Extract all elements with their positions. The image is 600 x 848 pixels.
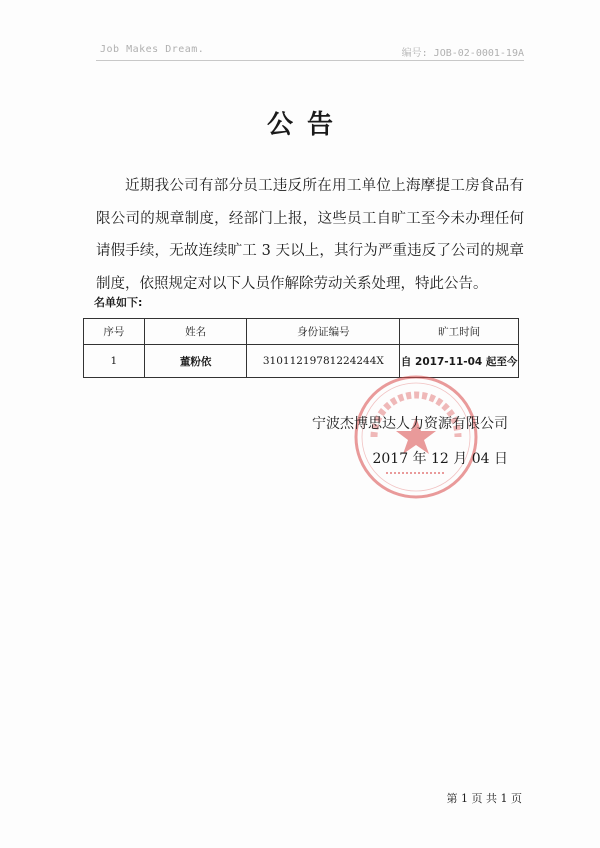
header-slogan: Job Makes Dream. bbox=[100, 44, 205, 55]
cell-id-number: 31011219781224244X bbox=[247, 345, 400, 378]
announcement-paragraph: 近期我公司有部分员工违反所在用工单位上海摩提工房食品有限公司的规章制度，经部门上报，这些员工自旷工至今未办理任何请假手续，无故连续旷工 3 天以上，其行为严重违反了公司的规章制度，依照规定对以下人员作解除劳动关系处理，特此公告。 bbox=[96, 178, 524, 292]
cell-index: 1 bbox=[84, 345, 145, 378]
table-header-row bbox=[84, 319, 519, 345]
header-doc-number: 编号: JOB-02-0001-19A bbox=[401, 48, 524, 59]
company-seal-icon bbox=[352, 373, 480, 501]
page-title: 公告 bbox=[266, 110, 347, 140]
signature-company: 宁波杰博思达人力资源有限公司 bbox=[312, 416, 508, 432]
column-header-id-number: 身份证编号 bbox=[247, 319, 400, 345]
column-header-index: 序号 bbox=[84, 319, 145, 345]
cell-name: 董粉依 bbox=[144, 345, 247, 378]
roster-table bbox=[83, 318, 519, 378]
header-divider bbox=[96, 60, 524, 61]
cell-absence: 自 2017-11-04 起至今 bbox=[400, 345, 519, 378]
column-header-absence: 旷工时间 bbox=[400, 319, 519, 345]
column-header-name: 姓名 bbox=[144, 319, 247, 345]
page-number: 第 1 页 共 1 页 bbox=[446, 792, 522, 805]
roster-title: 名单如下: bbox=[94, 296, 143, 309]
signature-date: 2017 年 12 月 04 日 bbox=[372, 451, 508, 467]
announcement-body bbox=[96, 170, 524, 300]
